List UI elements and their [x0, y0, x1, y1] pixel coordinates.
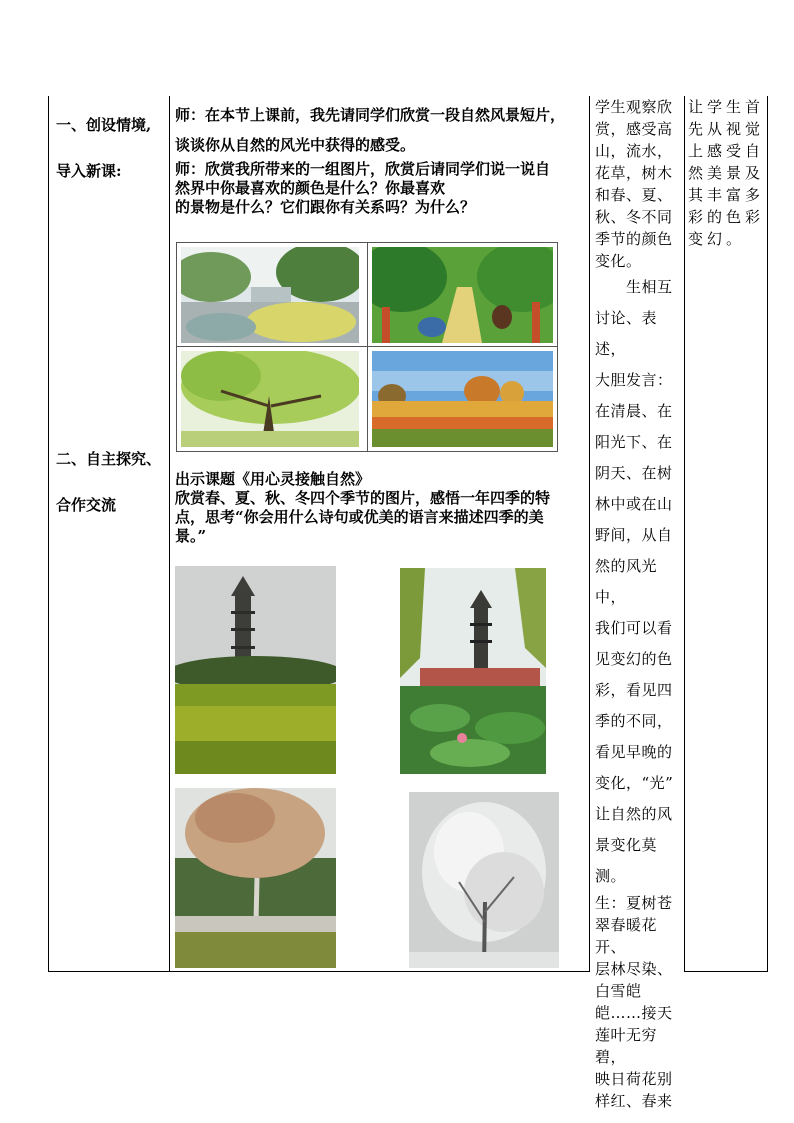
teacher-intro-line-1: 师：在本节上课前，我先请同学们欣赏一段自然风景短片，	[175, 106, 566, 124]
autumn-field-photo	[372, 351, 553, 447]
student-b-line: 看见早晚的	[595, 743, 673, 761]
winter-snow-tree-photo	[409, 792, 559, 968]
student-b-line: 生相互	[595, 278, 673, 296]
student-a-line: 赏，感受高	[595, 120, 673, 138]
student-block-c	[595, 892, 685, 1112]
intent-line: 其丰富多	[688, 186, 765, 204]
student-c-line: 白雪皑	[595, 982, 642, 1000]
teacher-question-line-2: 然界中你最喜欢的颜色是什么？你最喜欢	[175, 179, 446, 197]
task-line-3: 景。”	[175, 527, 207, 545]
student-activity	[595, 96, 685, 1112]
student-a-line: 花草，树木	[595, 164, 673, 182]
student-a-line: 季节的颜色	[595, 230, 673, 248]
task-line-2: 点，思考“你会用什么诗句或优美的语言来描述四季的美	[175, 508, 544, 526]
student-a-line: 和春、夏、	[595, 186, 673, 204]
student-b-line: 变化，“光”	[595, 774, 674, 792]
design-intent	[688, 96, 766, 250]
student-a-line: 学生观察欣	[595, 98, 673, 116]
scenery-photo-grid	[176, 242, 558, 452]
intent-line: 上感受自	[688, 142, 765, 160]
student-a-line: 变化。	[595, 252, 642, 270]
autumn-tree-photo	[175, 788, 336, 968]
topic-section	[175, 470, 590, 546]
student-b-line: 见变幻的色	[595, 650, 673, 668]
section-2-line-2: 合作交流	[56, 496, 117, 514]
section-2-line-1: 二、自主探究、	[56, 450, 162, 468]
teacher-intro-line-2: 谈谈你从自然的风光中获得的感受。	[175, 136, 416, 154]
table-bottom-border	[48, 971, 590, 972]
table-bottom-border-right	[684, 971, 768, 972]
teacher-question-line-1: 师：欣赏我所带来的一组图片，欣赏后请同学们说一说自	[175, 160, 551, 178]
student-b-line: 林中或在山	[595, 495, 673, 513]
student-b-line: 季的不同，	[595, 712, 673, 730]
intent-line: 变幻。	[688, 230, 746, 248]
section-1-line-1: 一、创设情境,	[56, 116, 152, 134]
student-b-line: 讨论、表述，	[595, 309, 658, 358]
student-c-line: 皑……接天	[595, 1004, 673, 1022]
student-b-line: 景变化莫测。	[595, 836, 658, 885]
student-b-line: 阴天、在树	[595, 464, 673, 482]
student-c-line: 映日荷花别	[595, 1070, 673, 1088]
student-b-line: 我们可以看	[595, 619, 673, 637]
student-a-line: 秋、冬不同	[595, 208, 673, 226]
intent-line: 先从视觉	[688, 120, 765, 138]
intent-line: 让学生首	[688, 98, 765, 116]
task-line-1: 欣赏春、夏、秋、冬四个季节的图片，感悟一年四季的特	[175, 489, 551, 507]
student-b-line: 阳光下、在	[595, 433, 673, 451]
intent-line: 然美景及	[688, 164, 765, 182]
green-tree-lawn-photo	[181, 351, 359, 447]
student-b-line: 彩，看见四	[595, 681, 673, 699]
student-b-line: 让自然的风	[595, 805, 673, 823]
teacher-activity	[175, 100, 590, 217]
teacher-question-line-3: 的景物是什么？它们跟你有关系吗？为什么？	[175, 198, 476, 216]
topic-line: 出示课题《用心灵接触自然》	[175, 470, 371, 488]
spring-pagoda-photo	[175, 566, 336, 774]
student-c-line: 样红、春来	[595, 1092, 673, 1110]
lesson-plan-table	[48, 96, 768, 1110]
student-c-line: 翠春暖花开、	[595, 916, 658, 956]
grid-divider-vertical	[367, 243, 368, 451]
table-border-right	[767, 96, 768, 972]
section-titles	[56, 102, 176, 528]
student-b-line: 在清晨、在	[595, 402, 673, 420]
summer-lotus-pagoda-photo	[400, 568, 546, 774]
intent-line: 彩的色彩	[688, 208, 765, 226]
grid-divider-horizontal	[177, 346, 557, 347]
section-1-line-2: 导入新课:	[56, 162, 122, 180]
student-block-a	[595, 96, 685, 272]
student-b-line: 野间，从自	[595, 526, 673, 544]
student-block-b	[595, 272, 685, 892]
student-b-line: 然的风光中，	[595, 557, 658, 606]
student-b-line: 大胆发言：	[595, 371, 673, 389]
student-a-line: 山，流水，	[595, 142, 673, 160]
park-garden-photo	[181, 247, 359, 343]
student-c-line: 层林尽染、	[595, 960, 673, 978]
table-border-left	[48, 96, 49, 972]
student-c-line: 莲叶无穷碧，	[595, 1026, 658, 1066]
painted-forest-path-photo	[372, 247, 553, 343]
student-c-line: 生：夏树苍	[595, 894, 673, 912]
